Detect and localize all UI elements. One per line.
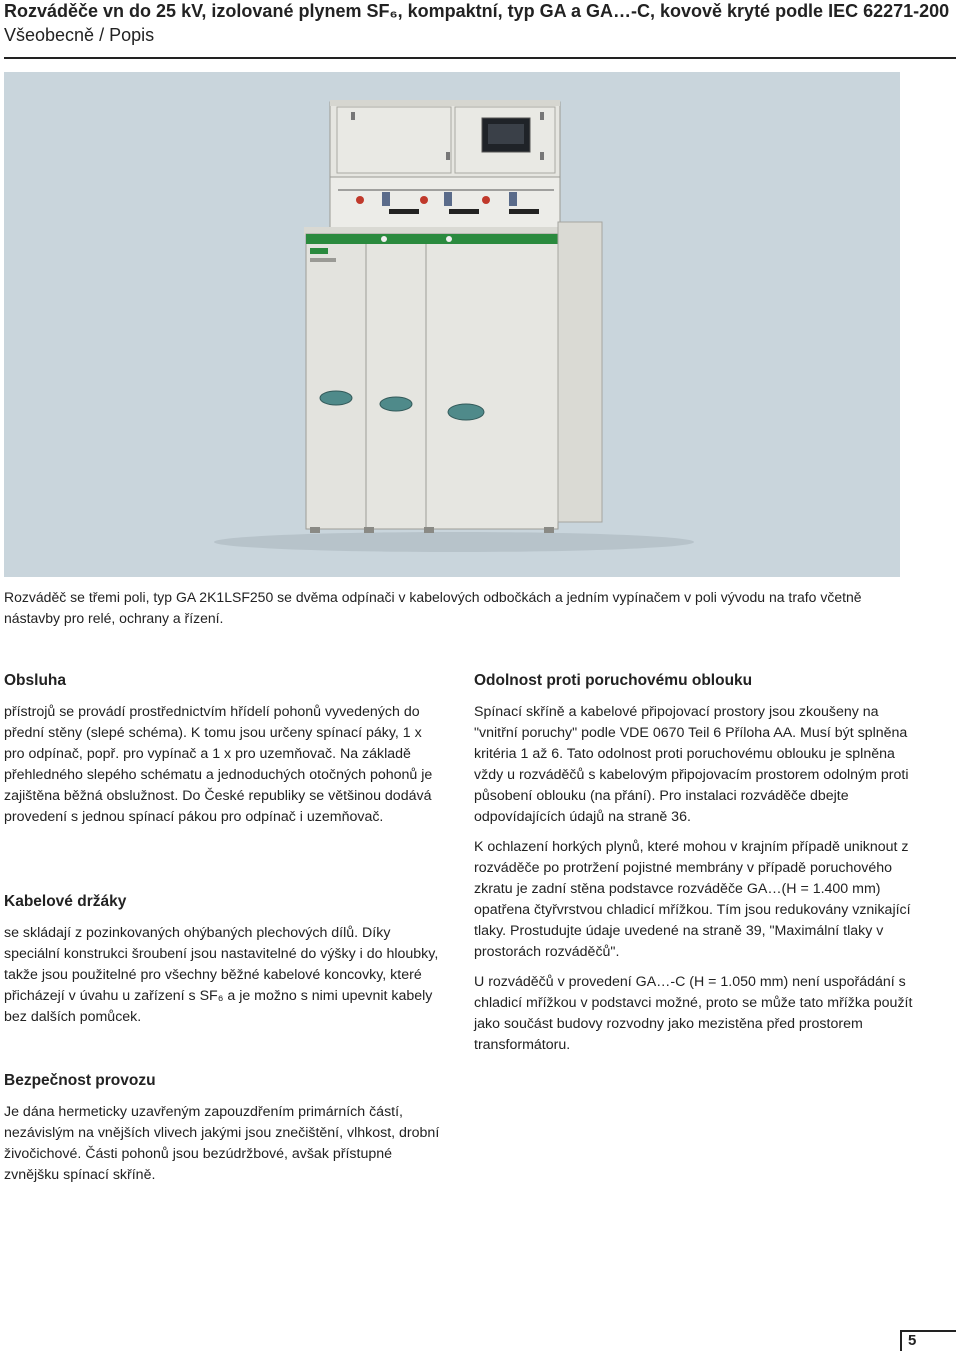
section-paragraph: U rozváděčů v provedení GA…-C (H = 1.050 mm) není uspořádání s chladicí mřížkou v podstavci možné, proto se může tato mřížka použít jako součást budovy rozvodny jako mezistěna před prostorem transformátoru. xyxy=(474,974,913,1053)
section-heading: Odolnost proti poruchovému oblouku xyxy=(474,672,753,689)
section-text: se skládají z pozinkovaných ohýbaných plechových dílů. Díky speciální konstrukci šroubení jsou nastavitelné do výšky i do hloubky, takže jsou použitelné pro všechny běžné kabelové koncovky, které přicházejí v úvahu u zařízení s SF₆ a je možno s nimi upevnit kabely bez dalších pomůcek. xyxy=(4,925,439,1025)
photo-caption: Rozváděč se třemi poli, typ GA 2K1LSF250 se dvěma odpínači v kabelových odbočkách a jedním vypínačem v poli vývodu na trafo včetně nástavby pro relé, ochrany a řízení. xyxy=(4,589,862,626)
section-text: přístrojů se provádí prostřednictvím hřídelí pohonů vyvedených do přední stěny (slepé schéma). K tomu jsou určeny spínací páky, 1 x pro odpínač, popř. pro vypínač a 1 x pro uzemňovač. Na základě přehledného slepého schématu a jednoduchých otočných pohonů je zajištěna běžná obslužnost. Do České republiky se většinou dodává provedení s jednou spínací pákou pro odpínač i uzemňovač. xyxy=(4,704,433,825)
section-paragraph: K ochlazení horkých plynů, které mohou v krajním případě uniknout z rozváděče po protržení pojistné membrány v případě poruchového zkratu je zadní stěna podstavce rozváděče GA…(H = 1.400 mm) opatřena čtyřvrstvou chladicí mřížkou. Tím jsou redukovány vznikající tlaky. Prostudujte údaje uvedené na straně 39, "Maximální tlaky v prostorách rozváděčů". xyxy=(474,839,911,960)
section-bezpecnost-provozu xyxy=(4,1071,444,1186)
section-heading: Bezpečnost provozu xyxy=(4,1072,156,1089)
switchgear-photo xyxy=(4,72,900,577)
section-heading: Kabelové držáky xyxy=(4,893,127,910)
page-number: 5 xyxy=(908,1332,917,1349)
section-odolnost xyxy=(474,671,914,1056)
page-title: Rozváděče vn do 25 kV, izolované plynem SF₆, kompaktní, typ GA a GA…-C, kovově kryté podle IEC 62271-200 xyxy=(4,1,950,21)
page-subtitle: Všeobecně / Popis xyxy=(4,25,155,45)
section-heading: Obsluha xyxy=(4,672,67,689)
footer-divider-vertical xyxy=(900,1330,902,1351)
section-text: Je dána hermeticky uzavřeným zapouzdřením primárních částí, nezávislým na vnějších vlivech jakými jsou znečištění, vlhkost, drobní živočichové. Části pohonů jsou bezúdržbové, avšak přístupné zvnějšku spínací skříně. xyxy=(4,1104,440,1183)
header-divider xyxy=(4,57,956,59)
section-paragraph: Spínací skříně a kabelové připojovací prostory jsou zkoušeny na "vnitřní poruchy" podle VDE 0670 Teil 6 Příloha AA. Musí být splněna kritéria 1 až 6. Tato odolnost proti poruchovému oblouku je splněna vždy u rozváděčů s kabelovým připojovacím prostorem odolným proti působení oblouku (na přání). Pro instalaci rozváděče dbejte odpovídajících údajů na straně 36. xyxy=(474,704,909,825)
section-obsluha xyxy=(4,671,444,828)
section-kabelove-drzaky xyxy=(4,892,444,1028)
